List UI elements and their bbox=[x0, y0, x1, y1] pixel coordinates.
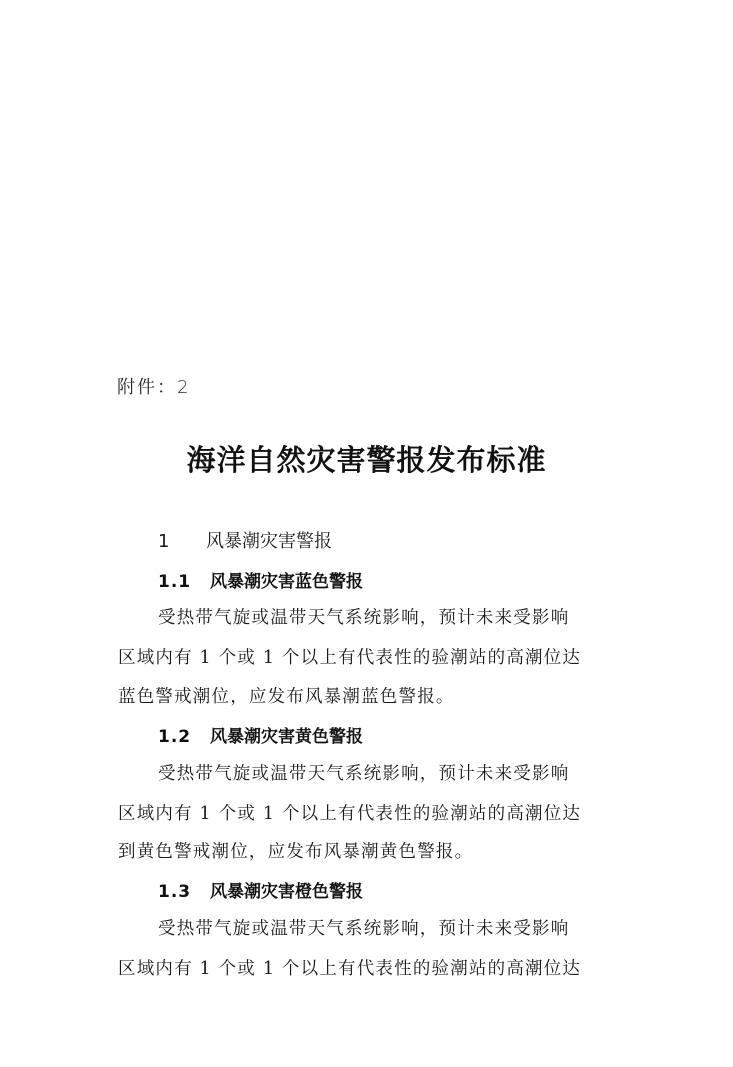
attachment-label: 附件：2 bbox=[117, 377, 191, 398]
document-title: 海洋自然灾害警报发布标准 bbox=[186, 443, 547, 477]
subsection-heading bbox=[158, 722, 363, 747]
section-title: 风暴潮灾害警报 bbox=[206, 531, 332, 552]
subsection-title: 风暴潮灾害黄色警报 bbox=[210, 727, 363, 747]
paragraph-line: 受热带气旋或温带天气系统影响，预计未来受影响 bbox=[158, 764, 570, 784]
section-number: 1 bbox=[158, 531, 170, 552]
subsection-number: 1.2 bbox=[158, 727, 192, 747]
paragraph-line: 蓝色警戒潮位，应发布风暴潮蓝色警报。 bbox=[118, 687, 455, 707]
paragraph-line: 受热带气旋或温带天气系统影响，预计未来受影响 bbox=[158, 919, 570, 939]
subsection-title: 风暴潮灾害橙色警报 bbox=[210, 882, 363, 902]
section-heading bbox=[158, 527, 332, 553]
paragraph-line: 到黄色警戒潮位，应发布风暴潮黄色警报。 bbox=[118, 842, 474, 862]
subsection-title: 风暴潮灾害蓝色警报 bbox=[210, 572, 363, 592]
paragraph-line: 受热带气旋或温带天气系统影响，预计未来受影响 bbox=[158, 608, 570, 628]
subsection-heading bbox=[158, 877, 363, 902]
paragraph-line: 区域内有 1 个或 1 个以上有代表性的验潮站的高潮位达 bbox=[118, 648, 582, 668]
paragraph-line: 区域内有 1 个或 1 个以上有代表性的验潮站的高潮位达 bbox=[118, 959, 582, 979]
subsection-number: 1.1 bbox=[158, 572, 192, 592]
subsection-number: 1.3 bbox=[158, 882, 192, 902]
paragraph-line: 区域内有 1 个或 1 个以上有代表性的验潮站的高潮位达 bbox=[118, 804, 582, 824]
subsection-heading bbox=[158, 567, 363, 592]
